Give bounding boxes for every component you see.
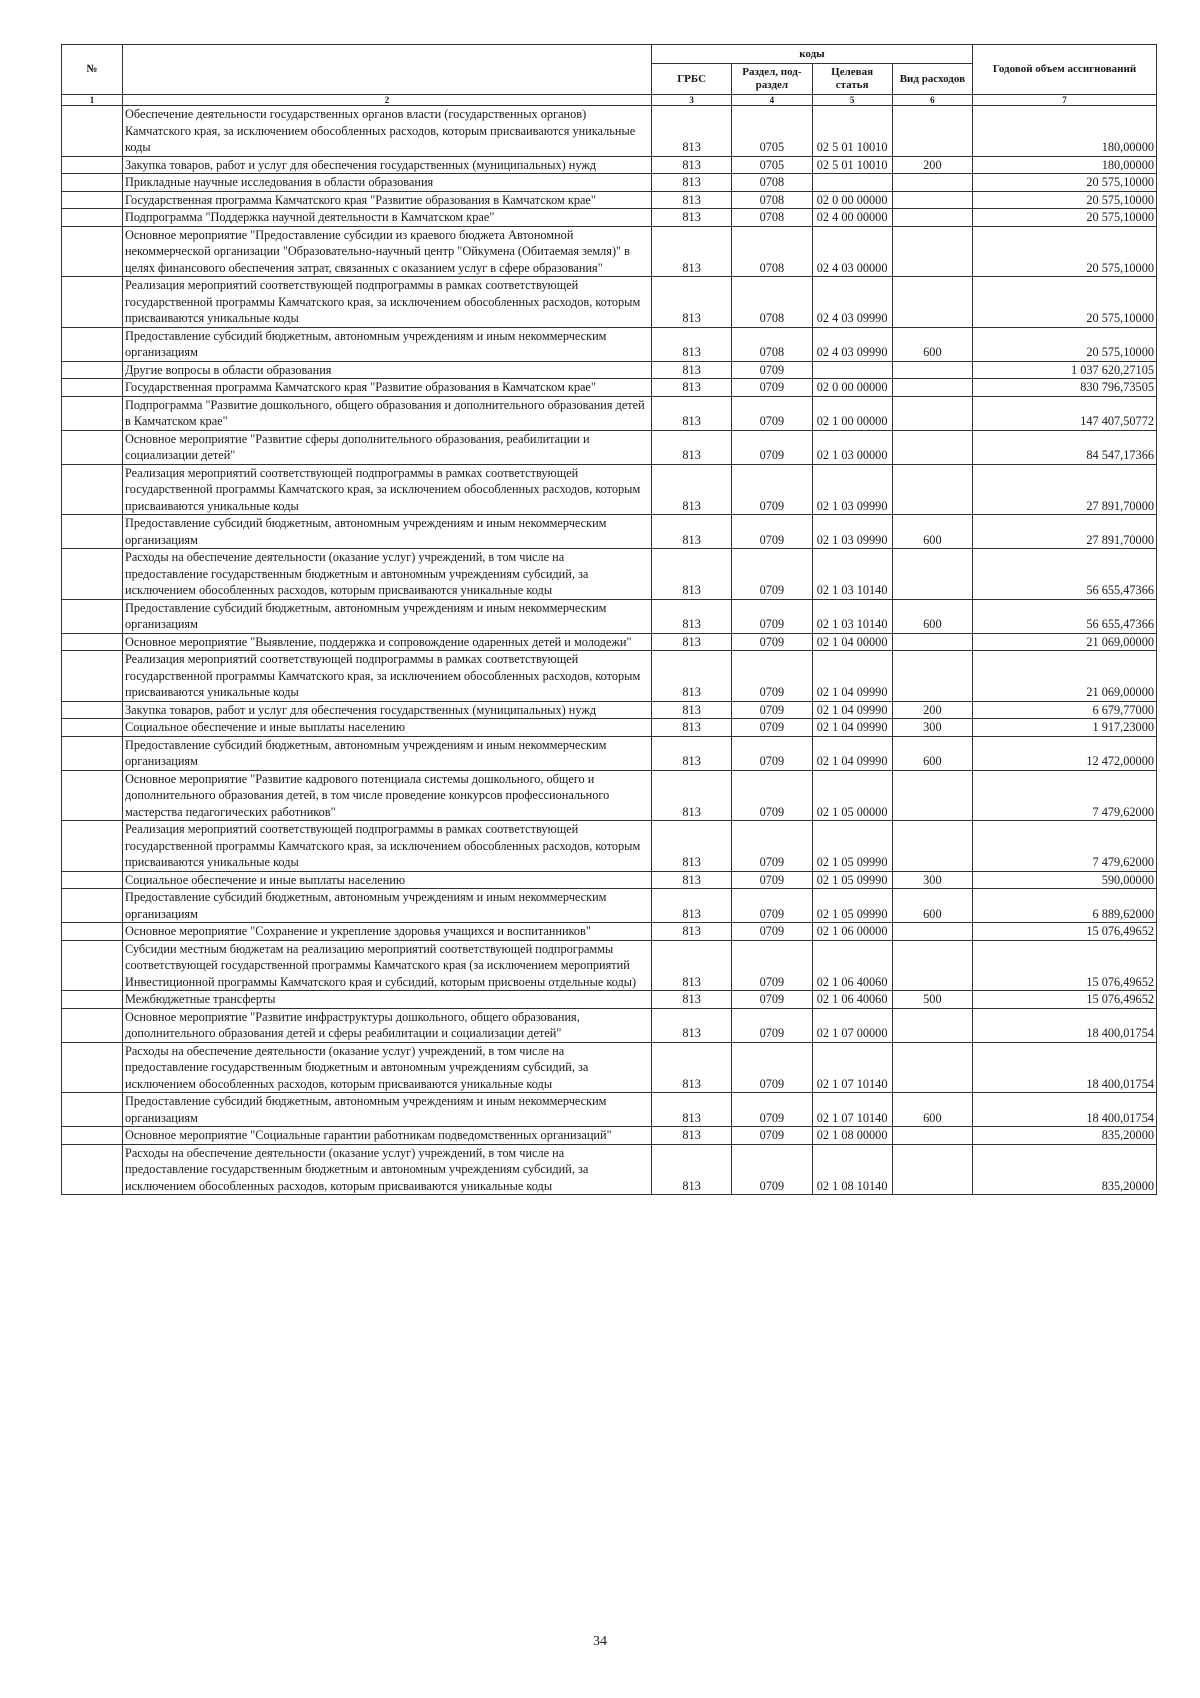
row-razdel-cell: 0709 <box>732 991 812 1009</box>
row-number-cell <box>62 871 123 889</box>
row-name-cell: Реализация мероприятий соответствующей подпрограммы в рамках соответствующей государственной программы Камчатского края, за исключением обособленных расходов, которым присваиваются уникальные коды <box>123 821 652 872</box>
row-sum-cell: 15 076,49652 <box>973 923 1157 941</box>
table-row <box>62 327 1157 361</box>
row-name-cell: Межбюджетные трансферты <box>123 991 652 1009</box>
row-number-cell <box>62 1144 123 1195</box>
row-number-cell <box>62 379 123 397</box>
table-row <box>62 940 1157 991</box>
budget-table-sheet <box>61 44 1157 1195</box>
row-razdel-cell: 0708 <box>732 277 812 328</box>
row-razdel-cell: 0709 <box>732 1042 812 1093</box>
row-grbs-cell: 813 <box>652 821 732 872</box>
row-vid-cell <box>892 821 972 872</box>
table-row <box>62 396 1157 430</box>
row-target-cell: 02 1 04 09990 <box>812 701 892 719</box>
row-razdel-cell: 0708 <box>732 191 812 209</box>
row-target-cell: 02 1 06 00000 <box>812 923 892 941</box>
row-target-cell: 02 1 03 10140 <box>812 599 892 633</box>
row-name-cell: Реализация мероприятий соответствующей подпрограммы в рамках соответствующей государственной программы Камчатского края, за исключением обособленных расходов, которым присваиваются уникальные коды <box>123 464 652 515</box>
row-name-cell: Социальное обеспечение и иные выплаты населению <box>123 719 652 737</box>
page-number: 34 <box>593 1634 607 1649</box>
row-vid-cell <box>892 1144 972 1195</box>
table-row <box>62 191 1157 209</box>
row-grbs-cell: 813 <box>652 191 732 209</box>
row-grbs-cell: 813 <box>652 889 732 923</box>
row-sum-cell: 1 917,23000 <box>973 719 1157 737</box>
table-row <box>62 464 1157 515</box>
table-row <box>62 701 1157 719</box>
table-row <box>62 174 1157 192</box>
row-number-cell <box>62 396 123 430</box>
table-row <box>62 991 1157 1009</box>
row-number-cell <box>62 1042 123 1093</box>
row-razdel-cell: 0709 <box>732 599 812 633</box>
row-target-cell: 02 1 06 40060 <box>812 991 892 1009</box>
row-razdel-cell: 0709 <box>732 1093 812 1127</box>
table-row <box>62 430 1157 464</box>
row-vid-cell <box>892 633 972 651</box>
row-vid-cell <box>892 1042 972 1093</box>
row-razdel-cell: 0709 <box>732 1127 812 1145</box>
row-number-cell <box>62 464 123 515</box>
row-vid-cell: 600 <box>892 736 972 770</box>
row-target-cell: 02 5 01 10010 <box>812 156 892 174</box>
row-vid-cell <box>892 770 972 821</box>
row-grbs-cell: 813 <box>652 1008 732 1042</box>
row-number-cell <box>62 226 123 277</box>
row-name-cell: Основное мероприятие "Развитие инфраструктуры дошкольного, общего образования, дополнительного образования детей и сферы реабилитации и социализации детей" <box>123 1008 652 1042</box>
row-name-cell: Прикладные научные исследования в области образования <box>123 174 652 192</box>
budget-table <box>61 44 1157 1195</box>
row-vid-cell <box>892 1008 972 1042</box>
header-index-1: 1 <box>62 95 123 106</box>
row-sum-cell: 27 891,70000 <box>973 515 1157 549</box>
row-sum-cell: 20 575,10000 <box>973 191 1157 209</box>
row-target-cell: 02 1 03 00000 <box>812 430 892 464</box>
row-vid-cell <box>892 106 972 157</box>
row-sum-cell: 180,00000 <box>973 106 1157 157</box>
row-number-cell <box>62 156 123 174</box>
row-vid-cell <box>892 277 972 328</box>
row-vid-cell <box>892 1127 972 1145</box>
row-vid-cell: 200 <box>892 701 972 719</box>
row-vid-cell <box>892 226 972 277</box>
table-row <box>62 599 1157 633</box>
header-grbs: ГРБС <box>652 64 732 95</box>
row-razdel-cell: 0708 <box>732 209 812 227</box>
row-name-cell: Социальное обеспечение и иные выплаты населению <box>123 871 652 889</box>
row-vid-cell <box>892 940 972 991</box>
row-name-cell: Закупка товаров, работ и услуг для обеспечения государственных (муниципальных) нужд <box>123 156 652 174</box>
row-razdel-cell: 0709 <box>732 736 812 770</box>
row-name-cell: Основное мероприятие "Предоставление субсидии из краевого бюджета Автономной некоммерческой организации "Образовательно-научный центр "Ойкумена (Обитаемая земля)" в целях финансового обеспечения затрат, связанных с оказанием услуг в сфере образования" <box>123 226 652 277</box>
row-grbs-cell: 813 <box>652 174 732 192</box>
row-target-cell: 02 1 07 00000 <box>812 1008 892 1042</box>
row-vid-cell <box>892 361 972 379</box>
row-target-cell <box>812 174 892 192</box>
row-grbs-cell: 813 <box>652 156 732 174</box>
row-number-cell <box>62 940 123 991</box>
row-razdel-cell: 0709 <box>732 1008 812 1042</box>
row-name-cell: Основное мероприятие "Сохранение и укрепление здоровья учащихся и воспитанников" <box>123 923 652 941</box>
row-vid-cell: 600 <box>892 327 972 361</box>
row-grbs-cell: 813 <box>652 464 732 515</box>
table-row <box>62 209 1157 227</box>
row-name-cell: Расходы на обеспечение деятельности (оказание услуг) учреждений, в том числе на предоставление государственным бюджетным и автономным учреждениям субсидий, за исключением обособленных расходов, которым присваиваются уникальные коды <box>123 1042 652 1093</box>
row-vid-cell <box>892 549 972 600</box>
row-target-cell: 02 1 03 09990 <box>812 515 892 549</box>
row-name-cell: Предоставление субсидий бюджетным, автономным учреждениям и иным некоммерческим организациям <box>123 327 652 361</box>
row-name-cell: Предоставление субсидий бюджетным, автономным учреждениям и иным некоммерческим организациям <box>123 599 652 633</box>
row-vid-cell: 300 <box>892 719 972 737</box>
row-name-cell: Подпрограмма "Поддержка научной деятельности в Камчатском крае" <box>123 209 652 227</box>
table-row <box>62 1042 1157 1093</box>
header-razdel: Раздел, под-раздел <box>732 64 812 95</box>
row-target-cell: 02 4 03 09990 <box>812 277 892 328</box>
row-razdel-cell: 0708 <box>732 327 812 361</box>
row-razdel-cell: 0709 <box>732 651 812 702</box>
row-sum-cell: 180,00000 <box>973 156 1157 174</box>
row-razdel-cell: 0709 <box>732 871 812 889</box>
row-razdel-cell: 0705 <box>732 106 812 157</box>
row-grbs-cell: 813 <box>652 226 732 277</box>
table-row <box>62 1127 1157 1145</box>
row-grbs-cell: 813 <box>652 1127 732 1145</box>
row-razdel-cell: 0709 <box>732 396 812 430</box>
row-number-cell <box>62 327 123 361</box>
row-grbs-cell: 813 <box>652 379 732 397</box>
row-number-cell <box>62 191 123 209</box>
table-row <box>62 719 1157 737</box>
row-razdel-cell: 0709 <box>732 549 812 600</box>
row-grbs-cell: 813 <box>652 701 732 719</box>
row-vid-cell: 600 <box>892 1093 972 1127</box>
row-number-cell <box>62 549 123 600</box>
row-number-cell <box>62 736 123 770</box>
row-target-cell <box>812 361 892 379</box>
row-number-cell <box>62 599 123 633</box>
row-grbs-cell: 813 <box>652 1042 732 1093</box>
row-target-cell: 02 1 08 10140 <box>812 1144 892 1195</box>
table-row <box>62 821 1157 872</box>
table-row <box>62 106 1157 157</box>
row-razdel-cell: 0709 <box>732 923 812 941</box>
row-razdel-cell: 0705 <box>732 156 812 174</box>
row-name-cell: Закупка товаров, работ и услуг для обеспечения государственных (муниципальных) нужд <box>123 701 652 719</box>
row-razdel-cell: 0709 <box>732 770 812 821</box>
row-razdel-cell: 0709 <box>732 940 812 991</box>
row-grbs-cell: 813 <box>652 549 732 600</box>
table-row <box>62 226 1157 277</box>
row-grbs-cell: 813 <box>652 940 732 991</box>
header-annual: Годовой объем ассигнований <box>973 45 1157 95</box>
row-razdel-cell: 0709 <box>732 430 812 464</box>
row-number-cell <box>62 515 123 549</box>
row-name-cell: Другие вопросы в области образования <box>123 361 652 379</box>
row-grbs-cell: 813 <box>652 515 732 549</box>
header-codes: коды <box>652 45 973 64</box>
row-sum-cell: 7 479,62000 <box>973 770 1157 821</box>
row-target-cell: 02 1 03 09990 <box>812 464 892 515</box>
row-grbs-cell: 813 <box>652 396 732 430</box>
header-name <box>123 45 652 95</box>
row-grbs-cell: 813 <box>652 736 732 770</box>
table-row <box>62 736 1157 770</box>
header-target: Целевая статья <box>812 64 892 95</box>
row-name-cell: Реализация мероприятий соответствующей подпрограммы в рамках соответствующей государственной программы Камчатского края, за исключением обособленных расходов, которым присваиваются уникальные коды <box>123 651 652 702</box>
row-razdel-cell: 0709 <box>732 719 812 737</box>
row-number-cell <box>62 719 123 737</box>
row-target-cell: 02 1 03 10140 <box>812 549 892 600</box>
row-razdel-cell: 0709 <box>732 464 812 515</box>
row-target-cell: 02 1 04 09990 <box>812 736 892 770</box>
row-grbs-cell: 813 <box>652 209 732 227</box>
row-number-cell <box>62 430 123 464</box>
row-sum-cell: 20 575,10000 <box>973 174 1157 192</box>
row-sum-cell: 830 796,73505 <box>973 379 1157 397</box>
row-name-cell: Предоставление субсидий бюджетным, автономным учреждениям и иным некоммерческим организациям <box>123 736 652 770</box>
table-row <box>62 770 1157 821</box>
row-name-cell: Расходы на обеспечение деятельности (оказание услуг) учреждений, в том числе на предоставление государственным бюджетным и автономным учреждениям субсидий, за исключением обособленных расходов, которым присваиваются уникальные коды <box>123 549 652 600</box>
table-row <box>62 1008 1157 1042</box>
row-vid-cell: 600 <box>892 515 972 549</box>
row-razdel-cell: 0709 <box>732 515 812 549</box>
row-razdel-cell: 0708 <box>732 226 812 277</box>
row-vid-cell <box>892 209 972 227</box>
header-vid: Вид расходов <box>892 64 972 95</box>
row-name-cell: Основное мероприятие "Социальные гарантии работникам подведомственных организаций" <box>123 1127 652 1145</box>
row-sum-cell: 56 655,47366 <box>973 599 1157 633</box>
row-target-cell: 02 1 05 09990 <box>812 871 892 889</box>
table-row <box>62 871 1157 889</box>
row-number-cell <box>62 1008 123 1042</box>
header-index-3: 3 <box>652 95 732 106</box>
row-grbs-cell: 813 <box>652 277 732 328</box>
row-number-cell <box>62 889 123 923</box>
row-sum-cell: 835,20000 <box>973 1127 1157 1145</box>
row-target-cell: 02 1 05 09990 <box>812 821 892 872</box>
row-name-cell: Обеспечение деятельности государственных органов власти (государственных органов) Камчатского края, за исключением обособленных расходов, которым присваиваются уникальные коды <box>123 106 652 157</box>
row-grbs-cell: 813 <box>652 1093 732 1127</box>
header-index-6: 6 <box>892 95 972 106</box>
row-razdel-cell: 0709 <box>732 889 812 923</box>
row-razdel-cell: 0709 <box>732 821 812 872</box>
row-target-cell: 02 1 06 40060 <box>812 940 892 991</box>
row-grbs-cell: 813 <box>652 106 732 157</box>
row-name-cell: Подпрограмма "Развитие дошкольного, общего образования и дополнительного образования детей в Камчатском крае" <box>123 396 652 430</box>
row-name-cell: Государственная программа Камчатского края "Развитие образования в Камчатском крае" <box>123 379 652 397</box>
row-sum-cell: 1 037 620,27105 <box>973 361 1157 379</box>
row-name-cell: Государственная программа Камчатского края "Развитие образования в Камчатском крае" <box>123 191 652 209</box>
row-number-cell <box>62 991 123 1009</box>
row-razdel-cell: 0709 <box>732 379 812 397</box>
row-name-cell: Предоставление субсидий бюджетным, автономным учреждениям и иным некоммерческим организациям <box>123 889 652 923</box>
row-sum-cell: 147 407,50772 <box>973 396 1157 430</box>
table-row <box>62 515 1157 549</box>
row-razdel-cell: 0709 <box>732 1144 812 1195</box>
row-vid-cell: 600 <box>892 889 972 923</box>
row-vid-cell: 300 <box>892 871 972 889</box>
row-sum-cell: 15 076,49652 <box>973 940 1157 991</box>
header-index-7: 7 <box>973 95 1157 106</box>
row-sum-cell: 6 679,77000 <box>973 701 1157 719</box>
row-sum-cell: 18 400,01754 <box>973 1042 1157 1093</box>
row-number-cell <box>62 277 123 328</box>
table-row <box>62 1093 1157 1127</box>
row-vid-cell <box>892 651 972 702</box>
row-vid-cell <box>892 464 972 515</box>
table-row <box>62 156 1157 174</box>
row-target-cell: 02 4 00 00000 <box>812 209 892 227</box>
row-grbs-cell: 813 <box>652 1144 732 1195</box>
header-index-2: 2 <box>123 95 652 106</box>
row-name-cell: Расходы на обеспечение деятельности (оказание услуг) учреждений, в том числе на предоставление государственным бюджетным и автономным учреждениям субсидий, за исключением обособленных расходов, которым присваиваются уникальные коды <box>123 1144 652 1195</box>
table-body <box>62 106 1157 1195</box>
row-razdel-cell: 0709 <box>732 701 812 719</box>
table-header <box>62 45 1157 106</box>
row-name-cell: Основное мероприятие "Развитие сферы дополнительного образования, реабилитации и социализации детей" <box>123 430 652 464</box>
table-row <box>62 277 1157 328</box>
row-razdel-cell: 0708 <box>732 174 812 192</box>
row-sum-cell: 20 575,10000 <box>973 209 1157 227</box>
row-grbs-cell: 813 <box>652 633 732 651</box>
row-number-cell <box>62 361 123 379</box>
row-grbs-cell: 813 <box>652 719 732 737</box>
row-sum-cell: 6 889,62000 <box>973 889 1157 923</box>
row-target-cell: 02 1 07 10140 <box>812 1093 892 1127</box>
row-grbs-cell: 813 <box>652 770 732 821</box>
row-sum-cell: 20 575,10000 <box>973 277 1157 328</box>
table-row <box>62 651 1157 702</box>
row-number-cell <box>62 1127 123 1145</box>
row-vid-cell <box>892 174 972 192</box>
row-name-cell: Предоставление субсидий бюджетным, автономным учреждениям и иным некоммерческим организациям <box>123 515 652 549</box>
row-name-cell: Субсидии местным бюджетам на реализацию мероприятий соответствующей подпрограммы соответствующей государственной программы Камчатского края (за исключением мероприятий Инвестиционной программы Камчатского края и субсидий, которым присвоены отдельные коды) <box>123 940 652 991</box>
row-vid-cell: 600 <box>892 599 972 633</box>
table-row <box>62 889 1157 923</box>
row-grbs-cell: 813 <box>652 430 732 464</box>
header-num: № <box>62 45 123 95</box>
row-sum-cell: 15 076,49652 <box>973 991 1157 1009</box>
row-grbs-cell: 813 <box>652 923 732 941</box>
row-sum-cell: 27 891,70000 <box>973 464 1157 515</box>
row-sum-cell: 18 400,01754 <box>973 1008 1157 1042</box>
row-grbs-cell: 813 <box>652 991 732 1009</box>
row-vid-cell <box>892 379 972 397</box>
row-sum-cell: 56 655,47366 <box>973 549 1157 600</box>
row-target-cell: 02 1 05 09990 <box>812 889 892 923</box>
row-sum-cell: 21 069,00000 <box>973 651 1157 702</box>
row-name-cell: Реализация мероприятий соответствующей подпрограммы в рамках соответствующей государственной программы Камчатского края, за исключением обособленных расходов, которым присваиваются уникальные коды <box>123 277 652 328</box>
row-target-cell: 02 0 00 00000 <box>812 379 892 397</box>
row-target-cell: 02 0 00 00000 <box>812 191 892 209</box>
row-target-cell: 02 1 07 10140 <box>812 1042 892 1093</box>
row-sum-cell: 12 472,00000 <box>973 736 1157 770</box>
row-vid-cell <box>892 923 972 941</box>
row-target-cell: 02 1 08 00000 <box>812 1127 892 1145</box>
row-target-cell: 02 4 03 09990 <box>812 327 892 361</box>
row-sum-cell: 84 547,17366 <box>973 430 1157 464</box>
table-row <box>62 361 1157 379</box>
row-grbs-cell: 813 <box>652 361 732 379</box>
row-number-cell <box>62 106 123 157</box>
row-sum-cell: 20 575,10000 <box>973 327 1157 361</box>
row-name-cell: Основное мероприятие "Развитие кадрового потенциала системы дошкольного, общего и дополнительного образования детей, в том числе проведение конкурсов профессионального мастерства педагогических работников" <box>123 770 652 821</box>
row-number-cell <box>62 770 123 821</box>
row-sum-cell: 835,20000 <box>973 1144 1157 1195</box>
table-row <box>62 923 1157 941</box>
row-grbs-cell: 813 <box>652 871 732 889</box>
row-name-cell: Предоставление субсидий бюджетным, автономным учреждениям и иным некоммерческим организациям <box>123 1093 652 1127</box>
row-grbs-cell: 813 <box>652 599 732 633</box>
row-number-cell <box>62 651 123 702</box>
table-row <box>62 1144 1157 1195</box>
row-vid-cell <box>892 191 972 209</box>
row-number-cell <box>62 821 123 872</box>
row-number-cell <box>62 174 123 192</box>
row-number-cell <box>62 209 123 227</box>
header-index-4: 4 <box>732 95 812 106</box>
row-razdel-cell: 0709 <box>732 633 812 651</box>
row-target-cell: 02 1 04 00000 <box>812 633 892 651</box>
row-name-cell: Основное мероприятие "Выявление, поддержка и сопровождение одаренных детей и молодежи" <box>123 633 652 651</box>
row-vid-cell <box>892 396 972 430</box>
row-sum-cell: 20 575,10000 <box>973 226 1157 277</box>
row-number-cell <box>62 633 123 651</box>
header-index-5: 5 <box>812 95 892 106</box>
row-vid-cell: 200 <box>892 156 972 174</box>
row-target-cell: 02 1 00 00000 <box>812 396 892 430</box>
row-number-cell <box>62 701 123 719</box>
row-number-cell <box>62 1093 123 1127</box>
table-row <box>62 549 1157 600</box>
row-vid-cell <box>892 430 972 464</box>
row-grbs-cell: 813 <box>652 651 732 702</box>
row-vid-cell: 500 <box>892 991 972 1009</box>
row-target-cell: 02 1 05 00000 <box>812 770 892 821</box>
row-grbs-cell: 813 <box>652 327 732 361</box>
row-sum-cell: 590,00000 <box>973 871 1157 889</box>
row-number-cell <box>62 923 123 941</box>
table-row <box>62 379 1157 397</box>
row-target-cell: 02 5 01 10010 <box>812 106 892 157</box>
row-target-cell: 02 1 04 09990 <box>812 651 892 702</box>
row-target-cell: 02 1 04 09990 <box>812 719 892 737</box>
row-sum-cell: 7 479,62000 <box>973 821 1157 872</box>
row-target-cell: 02 4 03 00000 <box>812 226 892 277</box>
table-row <box>62 633 1157 651</box>
row-sum-cell: 18 400,01754 <box>973 1093 1157 1127</box>
row-razdel-cell: 0709 <box>732 361 812 379</box>
row-sum-cell: 21 069,00000 <box>973 633 1157 651</box>
